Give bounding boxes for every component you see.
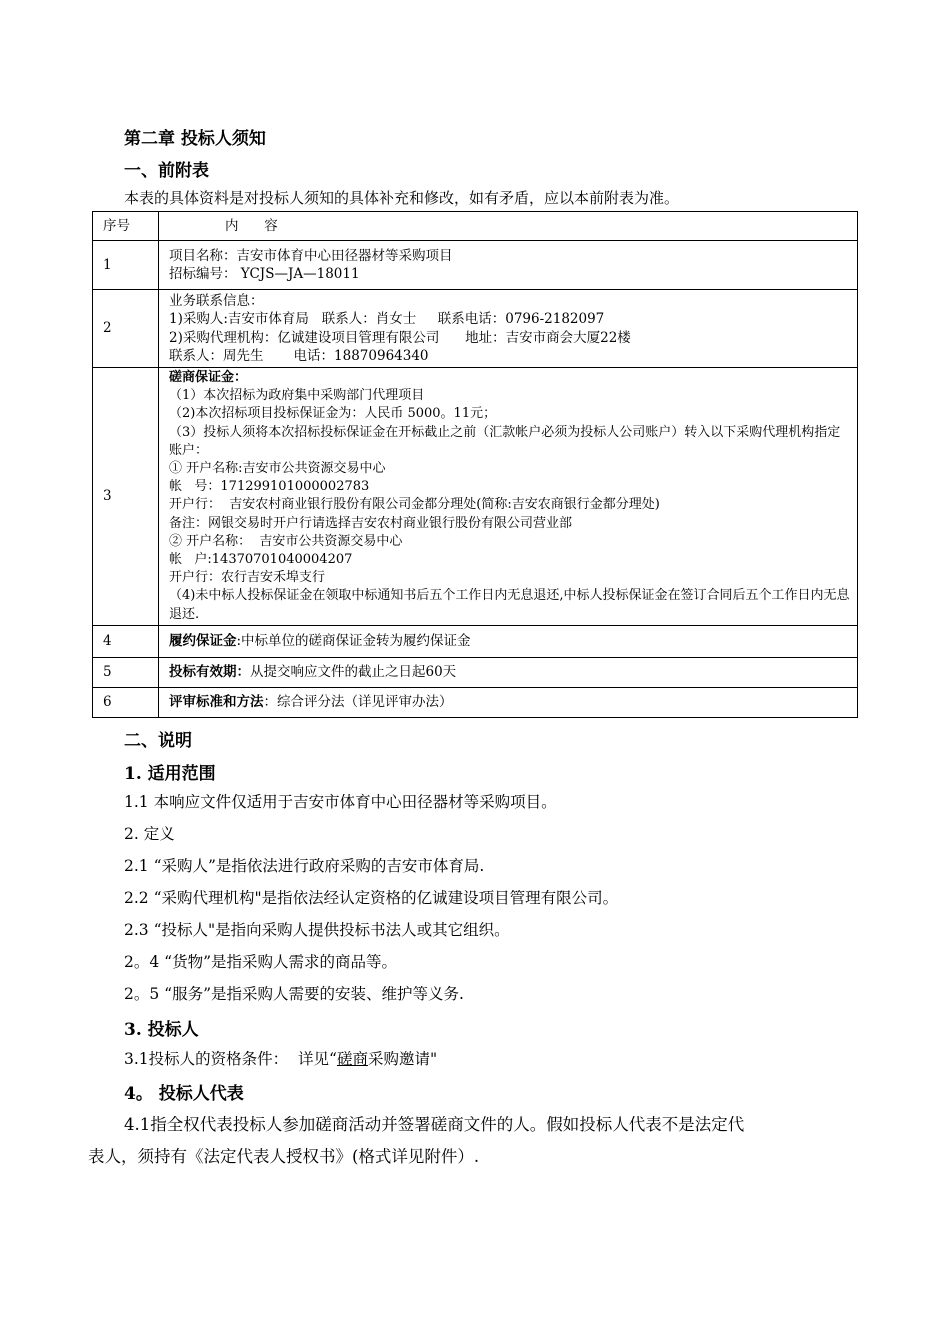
table-header-row [93,212,858,241]
row-no: 4 [93,625,159,657]
row-content [159,625,858,657]
paragraph-3-1-suffix: 采购邀请" [367,1050,438,1068]
row-text: 从提交响应文件的截止之日起60天 [250,664,457,681]
table-row [93,657,858,687]
front-table [92,211,858,718]
deposit-line: 开户行：农行吉安禾埠支行 [169,570,326,586]
row-content [159,657,858,687]
section-title-front-table: 一、前附表 [124,161,209,181]
table-row [93,290,858,368]
tender-number: 招标编号： YCJS—JA—18011 [169,266,360,282]
deposit-line: 开户行： 吉安农村商业银行股份有限公司金都分理处(简称:吉安农商银行金都分理处) [169,497,660,513]
row-label: 履约保证金 [169,633,237,650]
row-no: 5 [93,657,159,687]
header-content: 内 容 [159,212,858,241]
table-row [93,241,858,290]
paragraph-2-4: 2。4 “货物”是指采购人需求的商品等。 [124,953,397,971]
chapter-title: 第二章 投标人须知 [124,129,266,149]
row-content [159,368,858,626]
purchaser-line: 1)采购人:吉安市体育局 联系人：肖女士 联系电话：0796-2182097 [169,311,605,328]
table-row [93,625,858,657]
row-no: 3 [93,368,159,626]
deposit-label [169,369,853,387]
paragraph-2-2: 2.2 “采购代理机构"是指依法经认定资格的亿诚建设项目管理有限公司。 [124,889,619,907]
paragraph-1-1: 1.1 本响应文件仅适用于吉安市体育中心田径器材等采购项目。 [124,793,557,811]
deposit-line: 帐 号：171299101000002783 [169,479,370,495]
paragraph-4-1-line2: 表人，须持有《法定代表人授权书》(格式详见附件）. [88,1147,480,1166]
header-no: 序号 [93,212,159,241]
paragraph-2-1: 2.1 “采购人”是指依法进行政府采购的吉安市体育局. [124,857,485,875]
deposit-line: （4)未中标人投标保证金在领取中标通知书后五个工作日内无息退还,中标人投标保证金在签订合同后五个工作日内无息退还. [169,588,850,622]
paragraph-2: 2. 定义 [124,825,175,843]
deposit-line: （2)本次招标项目投标保证金为：人民币 5000。11元； [169,406,497,422]
row-no: 1 [93,241,159,290]
agency-contact-line: 联系人：周先生 电话：18870964340 [169,347,429,364]
row-no: 6 [93,687,159,717]
subsection-title-representative: 4。 投标人代表 [124,1084,244,1104]
subsection-title-scope: 1. 适用范围 [124,764,216,784]
row-label: 投标有效期： [169,664,250,681]
deposit-line: ① 开户名称:吉安市公共资源交易中心 [169,461,386,477]
paragraph-4-1-line1: 4.1指全权代表投标人参加磋商活动并签署磋商文件的人。假如投标人代表不是法定代 [124,1115,745,1134]
row-text: ：综合评分法（详见评审办法） [263,694,453,711]
deposit-line: 帐 户:14370701040004207 [169,552,353,568]
deposit-label-text: 磋商保证金： [169,370,248,385]
project-name: 项目名称：吉安市体育中心田径器材等采购项目 [169,247,453,264]
paragraph-3-1 [124,1047,437,1069]
table-row [93,368,858,626]
row-content [159,241,858,290]
table-row [93,687,858,717]
paragraph-2-5: 2。5 “服务”是指采购人需要的安装、维护等义务. [124,985,464,1003]
row-content [159,290,858,368]
paragraph-3-1-underlined: 磋商 [336,1050,368,1068]
row-content [159,687,858,717]
front-table-intro: 本表的具体资料是对投标人须知的具体补充和修改，如有矛盾，应以本前附表为准。 [124,189,680,207]
agency-line: 2)采购代理机构：亿诚建设项目管理有限公司 地址：吉安市商会大厦22楼 [169,329,631,346]
deposit-line: ② 开户名称： 吉安市公共资源交易中心 [169,533,403,549]
deposit-line: （1）本次招标为政府集中采购部门代理项目 [169,388,425,404]
subsection-title-bidder: 3. 投标人 [124,1020,199,1040]
section-title-explanation: 二、说明 [124,731,192,751]
row-text: :中标单位的磋商保证金转为履约保证金 [236,633,471,650]
contact-info-label: 业务联系信息： [169,292,264,309]
row-label: 评审标准和方法 [169,694,264,711]
row-no: 2 [93,290,159,368]
deposit-line: （3）投标人须将本次招标投标保证金在开标截止之前（汇款帐户必须为投标人公司账户）转入以下采购代理机构指定账户： [169,424,841,458]
deposit-line: 备注：网银交易时开户行请选择吉安农村商业银行股份有限公司营业部 [169,515,573,531]
paragraph-3-1-prefix: 3.1投标人的资格条件： 详见“ [124,1050,337,1068]
paragraph-2-3: 2.3 “投标人"是指向采购人提供投标书法人或其它组织。 [124,921,510,939]
